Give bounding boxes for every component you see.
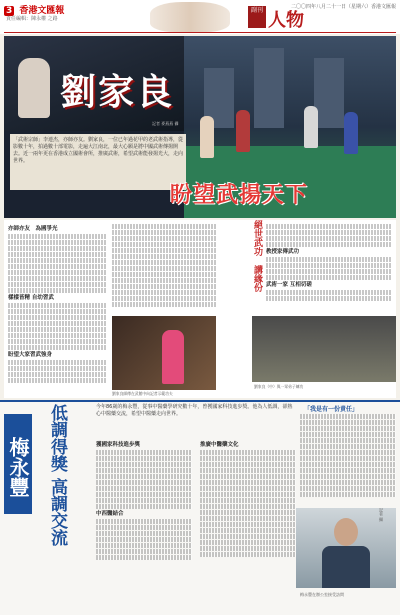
page-header: [0, 0, 400, 34]
sidebar-text: [300, 414, 396, 506]
building: [314, 58, 344, 128]
photo-caption: 梅永豐在辦公室接受訪問: [300, 592, 344, 597]
article-subhead: 武術一家 互相切磋: [266, 282, 312, 288]
top-article: [4, 220, 396, 398]
person-name: 梅永豐: [4, 414, 32, 514]
hero-slogan: 盼望武揚天下: [170, 182, 309, 208]
article-subhead: 樣樣皆精 自幼習武: [8, 295, 54, 301]
intro-text: 「武術宗師」李連杰，亦師亦友。劉家良，一位已年過花甲的老武術指導，從影數十年，拍過數十部電影，走遍大江南北，最大心願是將中國武術傳揚開去。近一兩年更在香港成立國術會所，推廣武術，希望武術能發揚光大，走向世界。: [10, 134, 186, 190]
article-column: [96, 440, 192, 608]
hero-title: 劉家良: [60, 71, 175, 113]
portrait-figure: [18, 58, 50, 118]
article-subhead: 亦師亦友 為國爭光: [8, 226, 58, 232]
trainee-figure: [236, 110, 250, 152]
subject-face: [334, 518, 358, 546]
building: [254, 48, 284, 128]
photo-caption: 劉家良（中）與一眾弟子練功: [254, 384, 304, 389]
trainee-figure: [344, 112, 358, 154]
subject-body: [322, 546, 370, 588]
side-banner: 絕世武功 講緣份: [252, 220, 262, 292]
article-column: [112, 224, 216, 312]
photo-credit: 記者 麥燕燕 攝: [152, 121, 179, 126]
master-photo: [112, 316, 216, 390]
article-column: [8, 224, 106, 394]
article-subhead: 獲國家科技進步獎: [96, 442, 141, 448]
trainee-figure: [200, 116, 214, 158]
article-column: [200, 440, 296, 608]
publication-name: 香港文匯報: [19, 6, 65, 16]
editor-credit: 責任編輯：陳永權 之路: [6, 16, 58, 22]
column-title: 人物: [268, 10, 304, 31]
article-subhead: 盼望大家習武強身: [8, 352, 53, 358]
photo-credit: 記者 攝: [379, 508, 384, 522]
article-subhead: 教授家傳武功: [266, 249, 300, 255]
fist-illustration: [150, 2, 230, 32]
photo-caption: 劉家良師傅在武館中向記者示範功夫: [112, 391, 173, 396]
bottom-headline: 低調得獎 高調交流: [47, 404, 67, 546]
sidebar-title: 「我是有一份責任」: [304, 406, 359, 413]
header-rule: [4, 32, 396, 33]
issue-date: 二〇〇四年八月二十一日（星期六）香港文匯報: [290, 4, 396, 10]
article-subhead: 中西醫結合: [96, 511, 124, 517]
bottom-lead: 今年86歲的梅永豐，從事中醫藥學研究數十年，曾獲國家科技進步獎。他為人低調，卻熱心中醫藥交流，希望中醫藥走向世界。: [96, 404, 293, 417]
trainee-figure: [304, 106, 318, 148]
master-figure: [162, 330, 184, 384]
page-number: 3: [6, 6, 13, 16]
bottom-columns: [96, 440, 296, 610]
article-column: [266, 224, 392, 312]
group-photo: [252, 316, 396, 382]
section-tag: 副刊: [248, 6, 266, 28]
article-subhead: 推廣中醫藥文化: [200, 442, 239, 448]
